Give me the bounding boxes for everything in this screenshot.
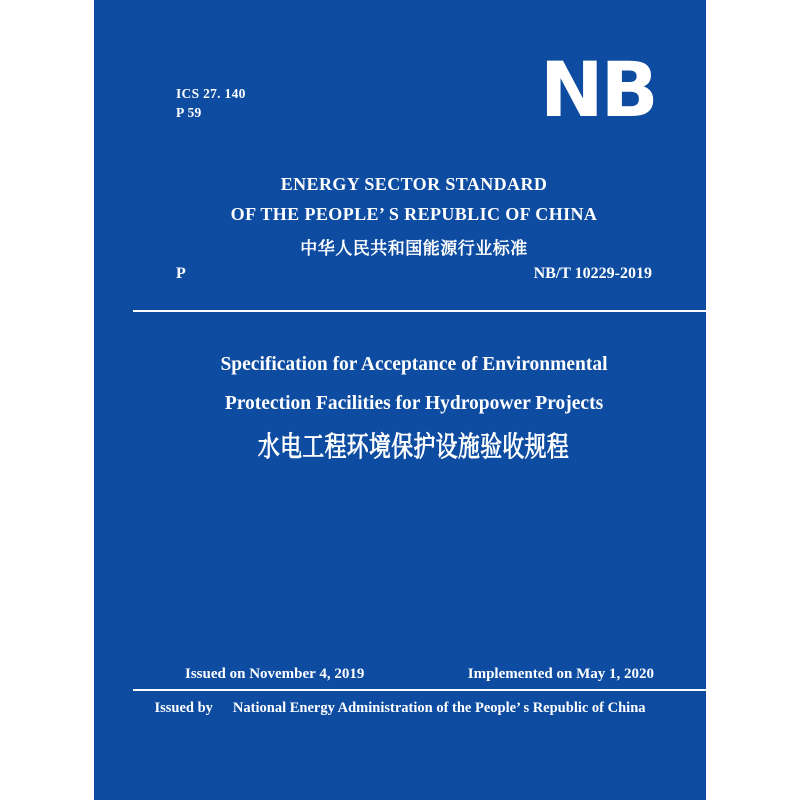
doc-class-code: P 59: [176, 105, 202, 120]
title-cn: 水电工程环境保护设施验收规程: [258, 432, 570, 463]
p-label: P: [176, 265, 186, 282]
standard-name-cn: 中华人民共和国能源行业标准: [300, 239, 528, 259]
divider-line-bottom: [133, 689, 706, 691]
issued-by-value: National Energy Administration of the People’ s Republic of China: [232, 700, 646, 716]
title-en-line1: Specification for Acceptance of Environmental: [220, 354, 608, 375]
nb-logo: NB: [540, 45, 656, 134]
ics-code: ICS 27. 140: [176, 86, 246, 101]
standard-name-block: [122, 174, 706, 259]
title-en-line2: Protection Facilities for Hydropower Projects: [224, 393, 604, 414]
ics-block: [176, 84, 246, 122]
cover-blue-panel: [94, 0, 706, 800]
standard-name-en-line2: OF THE PEOPLE’ S REPUBLIC OF CHINA: [230, 204, 598, 224]
implemented-date: Implemented on May 1, 2020: [467, 666, 654, 682]
issued-date: Issued on November 4, 2019: [185, 666, 365, 682]
divider-line-top: [133, 310, 706, 312]
dates-row: [133, 666, 706, 683]
standard-name-en-line1: ENERGY SECTOR STANDARD: [280, 174, 548, 194]
standard-number: NB/T 10229-2019: [533, 265, 652, 282]
title-block: [122, 354, 706, 465]
issuer-row: [94, 700, 706, 717]
issued-by-label: Issued by: [154, 700, 213, 716]
